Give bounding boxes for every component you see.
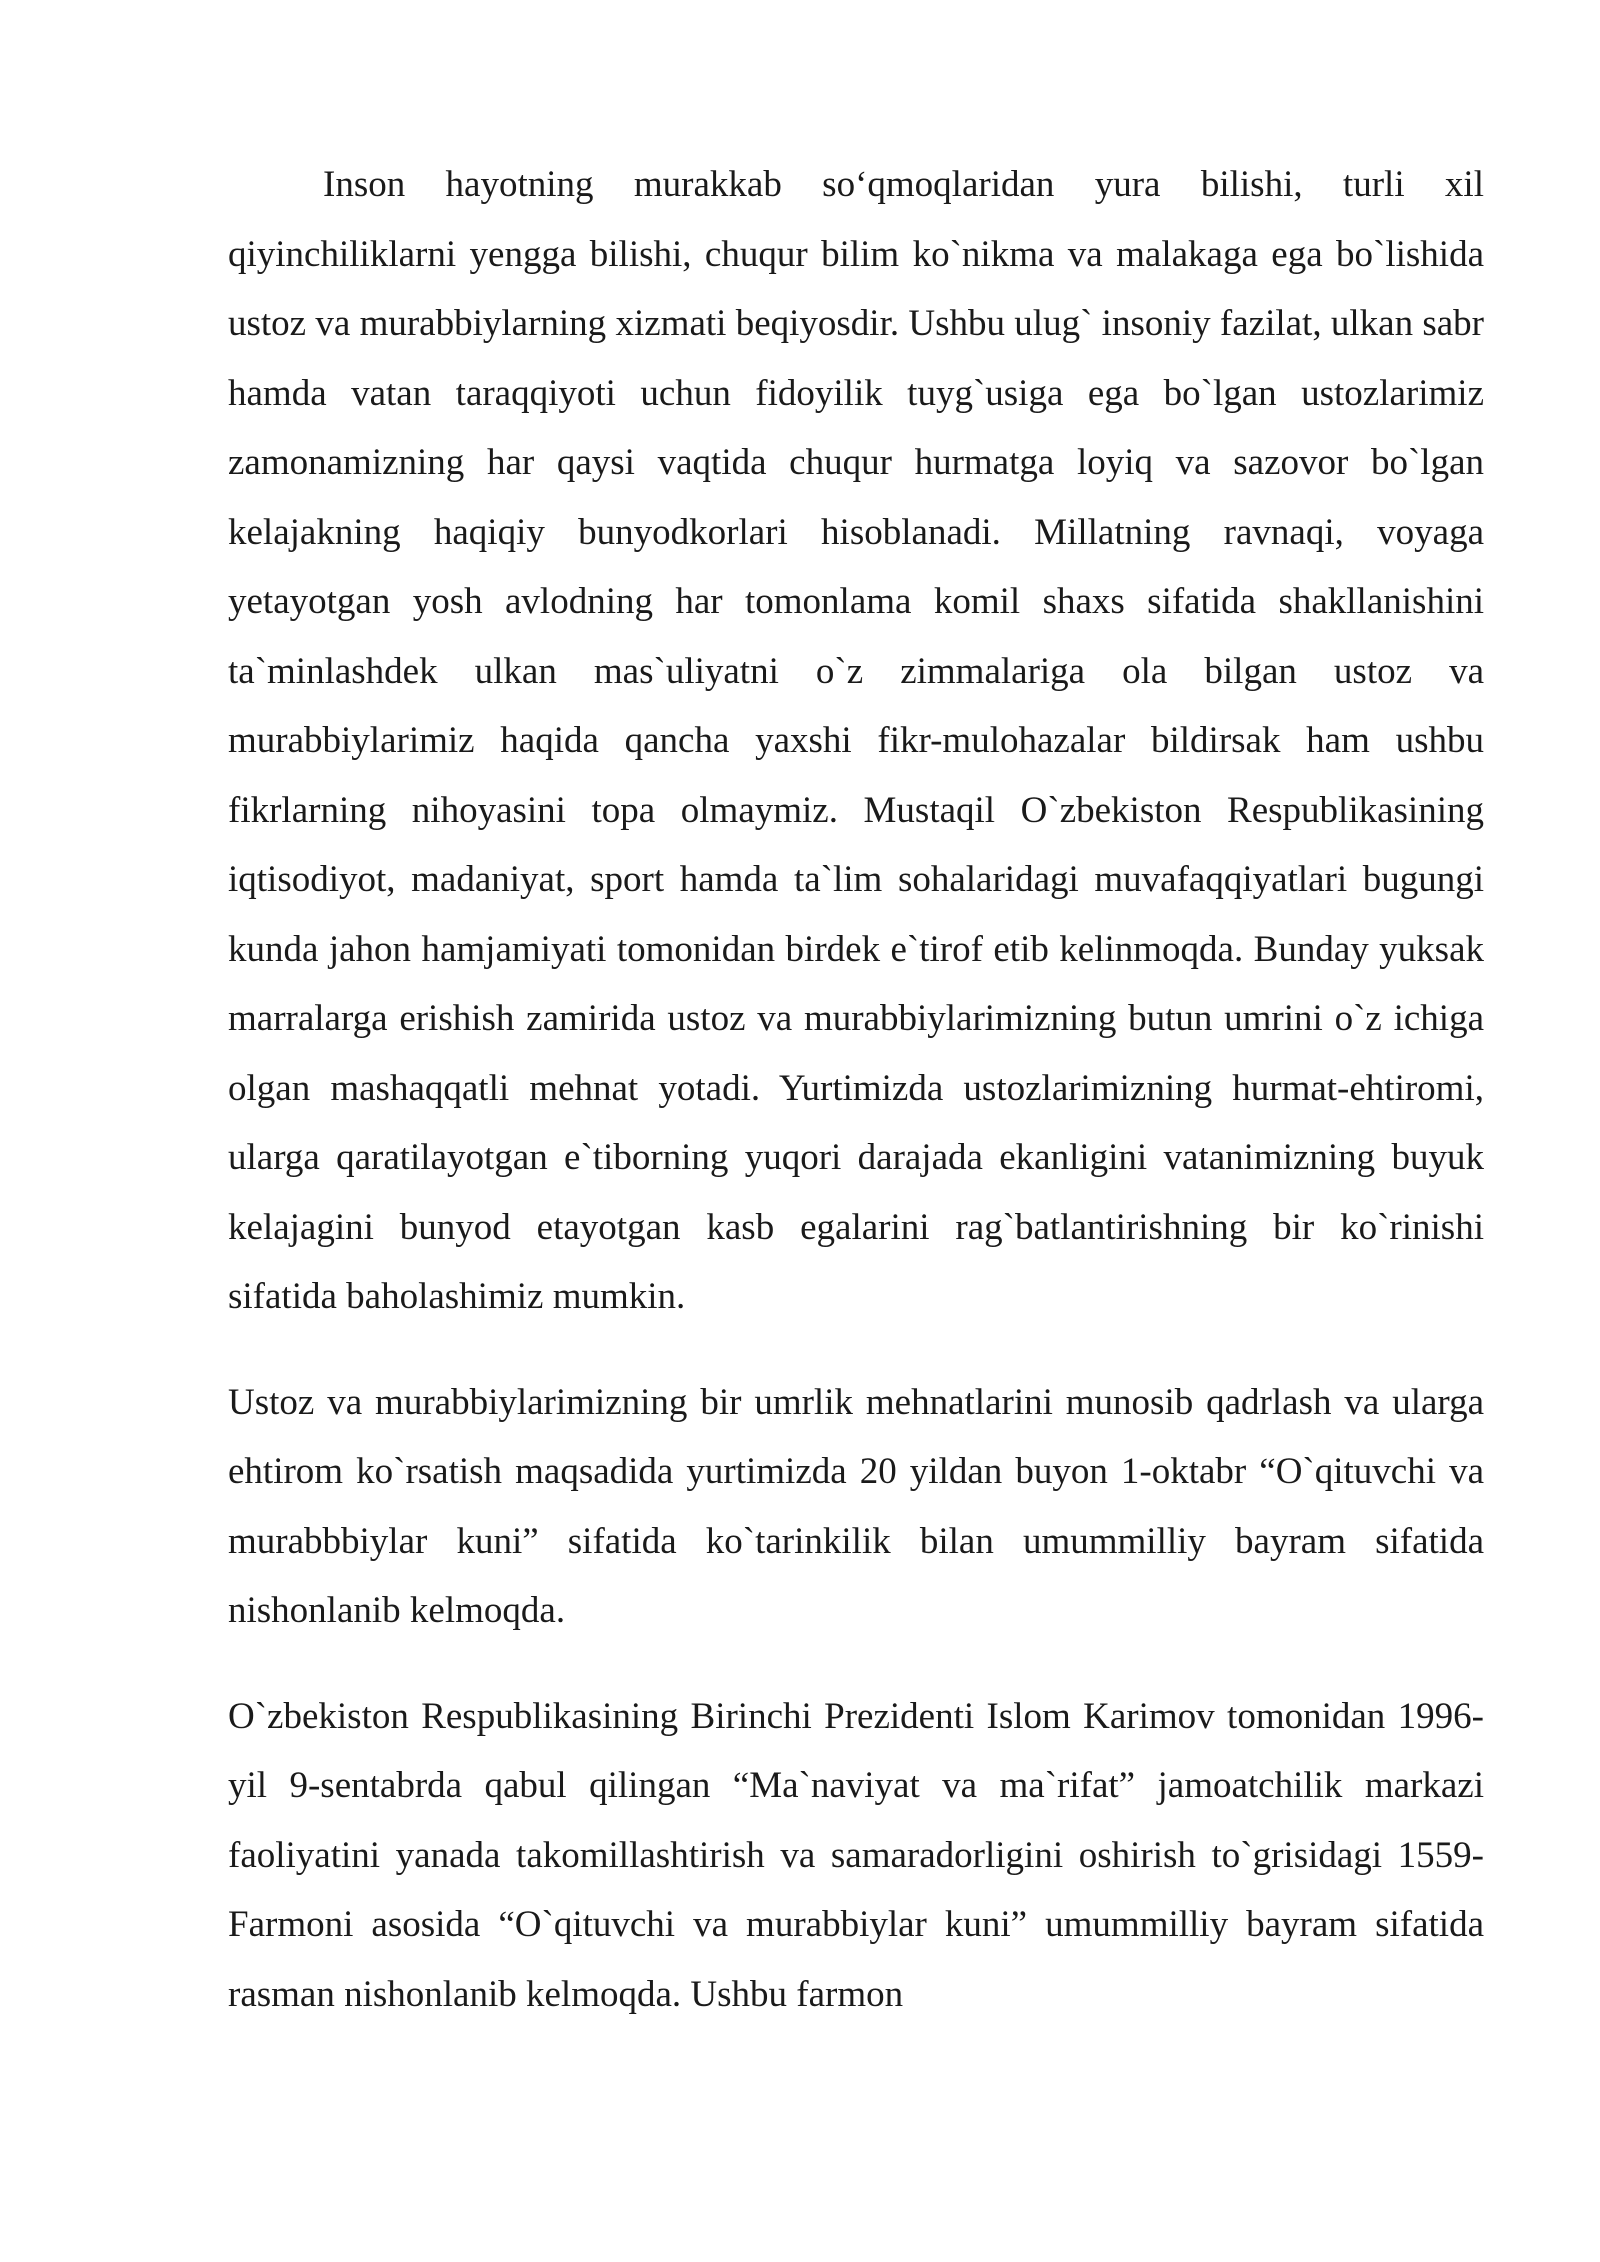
paragraph-1: Inson hayotning murakkab so‘qmoqlaridan yura bilishi, turli xil qiyinchiliklarni yengga bilishi, chuqur bilim ko`nikma va malakaga ega bo`lishida ustoz va murabbiylarning xizmati beqiyosdir. Ushbu ulug` insoniy fazilat, ulkan sabr hamda vatan taraqqiyoti uchun fidoyilik tuyg`usiga ega bo`lgan ustozlarimiz zamonamizning har qaysi vaqtida chuqur hurmatga loyiq va sazovor bo`lgan kelajakning haqiqiy bunyodkorlari hisoblanadi. Millatning ravnaqi, voyaga yetayotgan yosh avlodning har tomonlama komil shaxs sifatida shakllanishini ta`minlashdek ulkan mas`uliyatni o`z zimmalariga ola bilgan ustoz va murabbiylarimiz haqida qancha yaxshi fikr-mulohazalar bildirsak ham ushbu fikrlarning nihoyasini topa olmaymiz. Mustaqil O`zbekiston Respublikasining iqtisodiyot, madaniyat, sport hamda ta`lim sohalaridagi muvafaqqiyatlari bugungi kunda jahon hamjamiyati tomonidan birdek e`tirof etib kelinmoqda. Bunday yuksak marralarga erishish zamirida ustoz va murabbiylarimizning butun umrini o`z ichiga olgan mashaqqatli mehnat yotadi. Yurtimizda ustozlarimizning hurmat-ehtiromi, ularga qaratilayotgan e`tiborning yuqori darajada ekanligini vatanimizning buyuk kelajagini bunyod etayotgan kasb egalarini rag`batlantirishning bir ko`rinishi sifatida baholashimiz mumkin.: [228, 164, 1484, 1317]
paragraph-3: O`zbekiston Respublikasining Birinchi Prezidenti Islom Karimov tomonidan 1996-yil 9-sentabrda qabul qilingan “Ma`naviyat va ma`rifat” jamoatchilik markazi faoliyatini yanada takomillashtirish va samaradorligini oshirish to`grisidagi 1559-Farmoni asosida “O`qituvchi va murabbiylar kuni” umummilliy bayram sifatida rasman nishonlanib kelmoqda. Ushbu farmon: [228, 1695, 1484, 2015]
paragraph-2: Ustoz va murabbiylarimizning bir umrlik mehnatlarini munosib qadrlash va ularga ehtirom ko`rsatish maqsadida yurtimizda 20 yildan buyon 1-oktabr “O`qituvchi va murabbbiylar kuni” sifatida ko`tarinkilik bilan umummilliy bayram sifatida nishonlanib kelmoqda.: [228, 1381, 1484, 1631]
document-body: [228, 150, 1484, 2029]
